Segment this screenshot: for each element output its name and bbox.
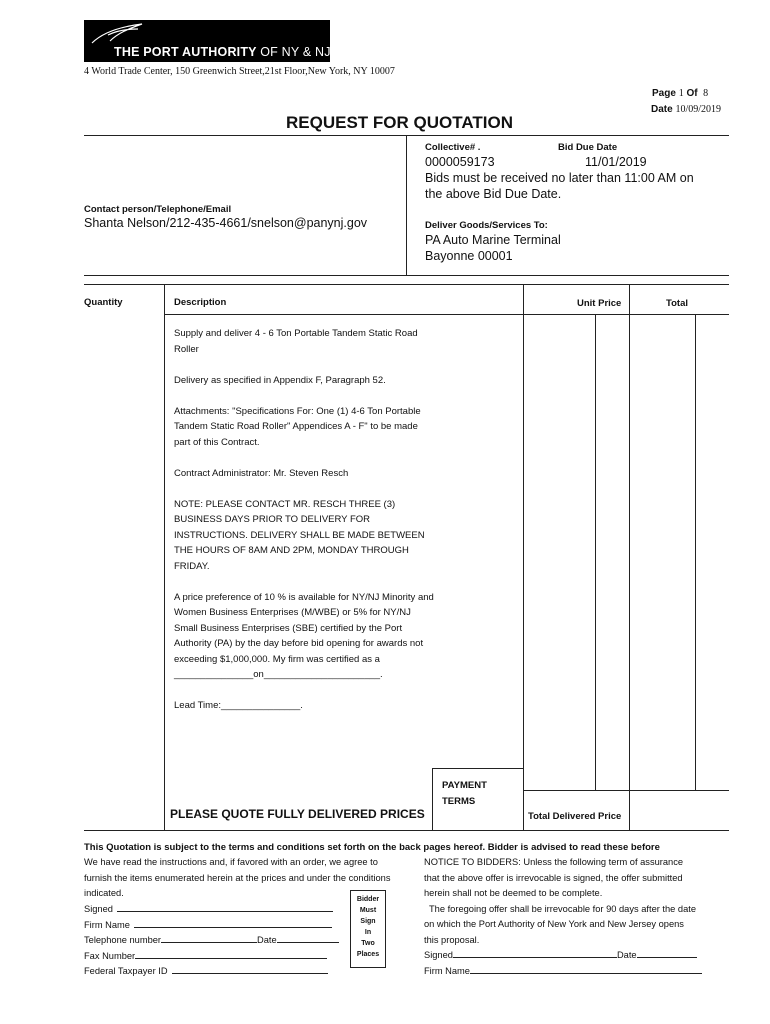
deliver-label: Deliver Goods/Services To:	[425, 220, 548, 231]
notice-line: herein shall not be deemed to be complete.	[424, 888, 603, 898]
table-border	[84, 830, 729, 831]
collective-label: Collective# .	[425, 142, 481, 153]
description-line: Attachments: "Specifications For: One (1) 4-6 Ton Portable	[174, 405, 421, 417]
description-line: exceeding $1,000,000. My firm was certified as a	[174, 653, 380, 665]
payment-terms-label: TERMS	[442, 796, 476, 807]
agreement-line: We have read the instructions and, if favored with an order, we agree to	[84, 857, 378, 867]
terms-subject-line: This Quotation is subject to the terms and conditions set forth on the back pages hereof. Bidder is advised to read these before	[84, 842, 660, 853]
description-line	[174, 357, 464, 373]
total-delivered-label: Total Delivered Price	[528, 811, 622, 822]
port-authority-logo	[84, 20, 330, 62]
notice-line: that the above offer is irrevocable is signed, the offer submitted	[424, 872, 683, 883]
deliver-line: Bayonne 00001	[425, 249, 513, 263]
bid-due-date: 11/01/2019	[585, 155, 647, 169]
description-line	[174, 450, 464, 466]
description-line: NOTE: PLEASE CONTACT MR. RESCH THREE (3)	[174, 498, 396, 510]
description-line: Tandem Static Road Roller" Appendices A - F" to be made	[174, 421, 418, 432]
item-description	[174, 326, 464, 714]
notice-to-bidders	[424, 855, 724, 948]
divider	[84, 275, 729, 276]
description-line	[174, 481, 464, 497]
table-border	[595, 314, 596, 790]
document-date: Date 10/09/2019	[651, 104, 722, 115]
description-line: Contract Administrator: Mr. Steven Resch	[174, 467, 349, 479]
table-border	[629, 284, 630, 830]
table-border	[164, 314, 729, 315]
payment-terms-label: PAYMENT	[442, 780, 487, 791]
sign-box-word: Places	[356, 951, 380, 958]
contact-label: Contact person/Telephone/Email	[84, 204, 232, 215]
sign-box-word: Two	[361, 940, 375, 947]
description-line: INSTRUCTIONS. DELIVERY SHALL BE MADE BETWEEN	[174, 529, 425, 541]
notice-line: on which the Port Authority of New York and New Jersey opens	[424, 919, 684, 929]
description-line	[174, 388, 464, 404]
page-indicator: Page 1 Of 8	[652, 88, 709, 99]
notice-line: The foregoing offer shall be irrevocable for 90 days after the date	[424, 903, 697, 914]
table-border	[432, 768, 523, 769]
column-header-description: Description	[174, 297, 227, 308]
column-header-unit-price: Unit Price	[577, 298, 622, 309]
taxpayer-id-field[interactable]: Federal Taxpayer ID	[84, 964, 344, 980]
bid-note: Bids must be received no later than 11:00 AM on	[425, 171, 694, 185]
divider	[406, 135, 407, 275]
column-header-quantity: Quantity	[84, 297, 123, 308]
description-line: Authority (PA) by the day before bid opening for awards not	[174, 638, 424, 649]
collective-number: 0000059173	[425, 155, 495, 169]
description-line: A price preference of 10 % is available for NY/NJ Minority and	[174, 591, 434, 603]
right-firm-name-field[interactable]: Firm Name	[424, 964, 724, 980]
description-line	[174, 574, 464, 590]
table-border	[432, 768, 433, 830]
right-signed-field[interactable]: Signed Date	[424, 948, 724, 964]
description-line: BUSINESS DAYS PRIOR TO DELIVERY FOR	[174, 514, 371, 525]
description-line: Supply and deliver 4 - 6 Ton Portable Tandem Static Road	[174, 328, 418, 339]
notice-line: NOTICE TO BIDDERS: Unless the following term of assurance	[424, 857, 684, 867]
description-line: Lead Time:_______________.	[174, 700, 303, 711]
description-line: Delivery as specified in Appendix F, Paragraph 52.	[174, 374, 386, 386]
firm-name-field[interactable]: Firm Name	[84, 918, 344, 934]
bidder-must-sign-box	[350, 890, 386, 968]
description-line: part of this Contract.	[174, 436, 260, 448]
quote-note: PLEASE QUOTE FULLY DELIVERED PRICES	[170, 807, 425, 821]
agreement-line: indicated.	[84, 888, 124, 898]
fax-field[interactable]: Fax Number	[84, 949, 344, 965]
sign-box-word: Sign	[360, 918, 376, 925]
sign-box-word: Bidder	[356, 896, 380, 903]
table-border	[84, 284, 729, 285]
description-line: THE HOURS OF 8AM AND 2PM, MONDAY THROUGH	[174, 545, 409, 556]
description-line: Women Business Enterprises (M/WBE) or 5% for NY/NJ	[174, 607, 411, 618]
table-border	[164, 284, 165, 830]
notice-line: this proposal.	[424, 934, 480, 945]
agreement-line: furnish the items enumerated herein at the prices and under the conditions	[84, 872, 391, 883]
logo-text: THE PORT AUTHORITY OF NY & NJ	[114, 45, 331, 59]
table-border	[523, 790, 729, 791]
signed-field[interactable]: Signed	[84, 902, 344, 918]
sign-box-word: Must	[359, 907, 377, 914]
bidder-fields	[84, 902, 344, 980]
deliver-line: PA Auto Marine Terminal	[425, 233, 561, 247]
table-border	[523, 284, 524, 830]
bird-logo-icon	[88, 21, 148, 47]
table-border	[695, 314, 696, 790]
irrevocable-signature-fields	[424, 948, 724, 979]
description-line: Roller	[174, 343, 199, 355]
bid-note: the above Bid Due Date.	[425, 187, 562, 201]
description-line: FRIDAY.	[174, 560, 210, 572]
description-line: _______________on______________________.	[174, 669, 383, 680]
contact-value: Shanta Nelson/212-435-4661/snelson@panynj.gov	[84, 216, 368, 230]
telephone-date-field[interactable]: Telephone number Date	[84, 933, 344, 949]
page-title: REQUEST FOR QUOTATION	[286, 113, 513, 132]
address: 4 World Trade Center, 150 Greenwich Street,21st Floor,New York, NY 10007	[84, 66, 395, 77]
description-line: Small Business Enterprises (SBE) certified by the Port	[174, 622, 403, 634]
column-header-total: Total	[666, 298, 688, 309]
description-line	[174, 683, 464, 699]
sign-box-word: In	[364, 929, 372, 936]
bid-due-label: Bid Due Date	[558, 142, 618, 153]
